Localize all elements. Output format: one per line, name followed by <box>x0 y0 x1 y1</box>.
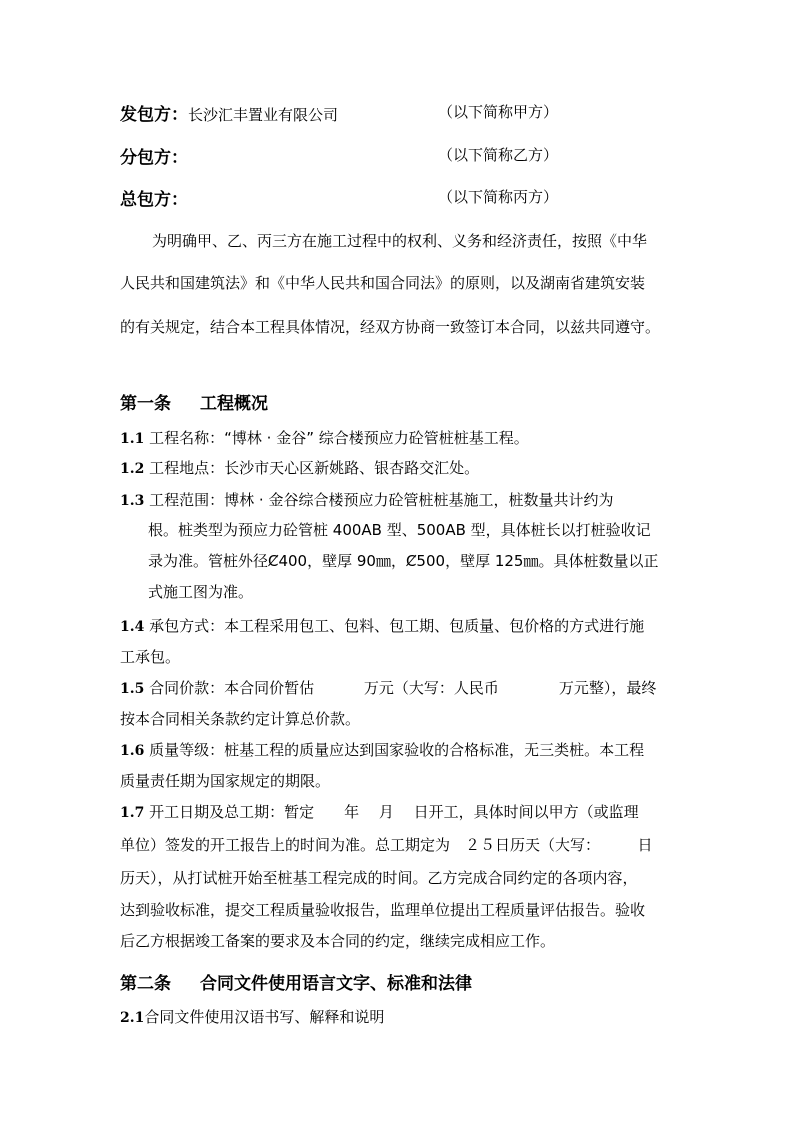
clause-text: 后乙方根据竣工备案的要求及本合同的约定，继续完成相应工作。 <box>120 932 556 950</box>
party-value: 长沙汇丰置业有限公司 <box>188 106 339 124</box>
article-title <box>120 389 268 414</box>
clause-text: 质量责任期为国家规定的期限。 <box>120 772 331 790</box>
clause-text: 开工日期及总工期：暂定 年 月 日开工，具体时间以甲方（或监理 <box>149 803 639 821</box>
clause-text: 历天），从打试桩开始至桩基工程完成的时间。乙方完成合同约定的各项内容， <box>120 869 638 887</box>
article-title <box>120 969 472 994</box>
clause-number: 1.6 <box>120 743 145 759</box>
clause-number: 1.2 <box>120 461 145 477</box>
party-note: （以下简称乙方） <box>438 146 559 164</box>
intro-line: 人民共和国建筑法》和《中华人民共和国合同法》的原则，以及湖南省建筑安装 <box>120 274 646 292</box>
article-number: 第一条 <box>120 394 171 414</box>
party-employer <box>120 100 559 125</box>
article-number: 第二条 <box>120 974 171 994</box>
party-subcontractor <box>120 143 559 168</box>
clause-text: 工承包。 <box>120 648 181 666</box>
clause-text: 工程名称：“博林 · 金谷” 综合楼预应力砼管桩桩基工程。 <box>149 429 529 447</box>
party-general-contractor <box>120 185 559 210</box>
clause-number: 1.1 <box>120 431 145 447</box>
clause-text: 单位）签发的开工报告上的时间为准。总工期定为 ２５日历天（大写： 日 <box>120 836 653 854</box>
clause-text: 工程范围：博林 · 金谷综合楼预应力砼管桩桩基施工，桩数量共计约为 <box>149 491 614 509</box>
clause-text: 合同价款：本合同价暂估 万元（大写：人民币 万元整），最终 <box>149 679 657 697</box>
clause-number: 1.5 <box>120 681 145 697</box>
clause-text: 合同文件使用汉语书写、解释和说明 <box>144 1008 385 1026</box>
clause-text: 工程地点：长沙市天心区新姚路、银杏路交汇处。 <box>149 459 480 477</box>
article-heading: 合同文件使用语言文字、标准和法律 <box>200 974 472 994</box>
party-note: （以下简称丙方） <box>438 188 559 206</box>
clause-text: 录为准。管桩外径Ȼ400，壁厚 90㎜，Ȼ500，壁厚 125㎜。具体桩数量以正 <box>148 552 659 570</box>
clause-text: 根。桩类型为预应力砼管桩 400AB 型、500AB 型，具体桩长以打桩验收记 <box>148 521 651 539</box>
clause-text: 达到验收标准，提交工程质量验收报告，监理单位提出工程质量评估报告。验收 <box>120 901 646 919</box>
clause-number: 2.1 <box>120 1010 145 1026</box>
party-label: 分包方： <box>120 148 188 168</box>
article-heading: 工程概况 <box>200 394 268 414</box>
intro-line: 为明确甲、乙、丙三方在施工过程中的权利、义务和经济责任，按照《中华 <box>152 232 648 250</box>
clause-number: 1.4 <box>120 619 145 635</box>
party-note: （以下简称甲方） <box>438 103 559 121</box>
clause-text: 质量等级：桩基工程的质量应达到国家验收的合格标准，无三类桩。本工程 <box>149 741 645 759</box>
clause-number: 1.3 <box>120 493 145 509</box>
clause-text: 按本合同相关条款约定计算总价款。 <box>120 710 361 728</box>
clause-text: 承包方式：本工程采用包工、包料、包工期、包质量、包价格的方式进行施 <box>149 617 645 635</box>
party-label: 总包方： <box>120 190 188 210</box>
party-label: 发包方： <box>120 105 188 125</box>
clause-text: 式施工图为准。 <box>148 583 254 601</box>
intro-line: 的有关规定，结合本工程具体情况，经双方协商一致签订本合同，以兹共同遵守。 <box>120 318 661 336</box>
clause-number: 1.7 <box>120 805 145 821</box>
